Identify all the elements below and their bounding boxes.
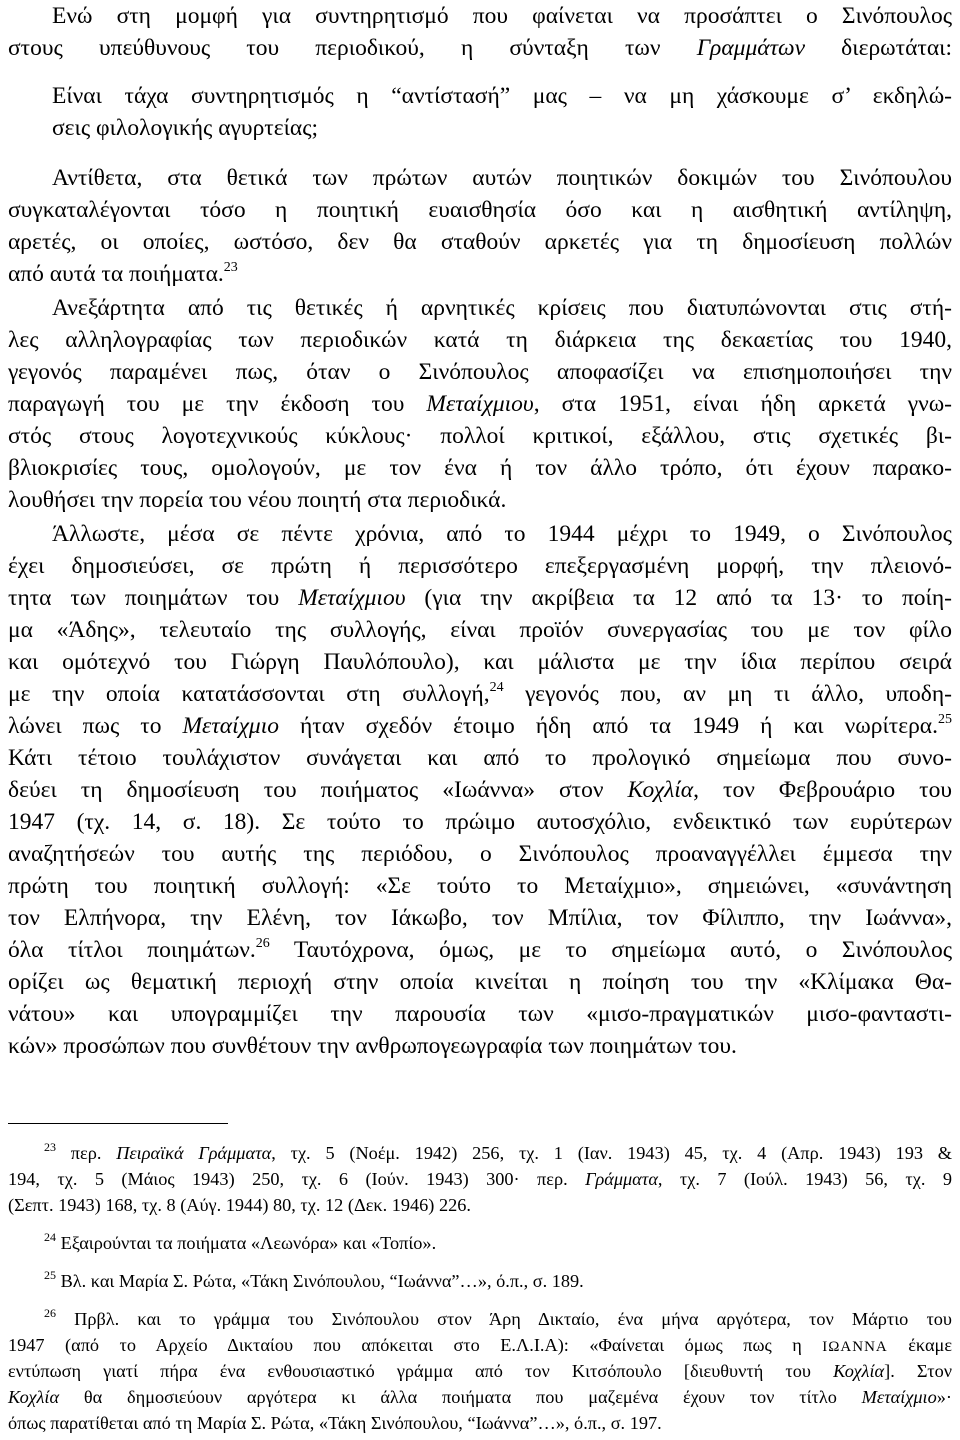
body-line [52, 162, 952, 194]
footnote-ref[interactable]: 26 [255, 936, 270, 951]
body-line [8, 420, 952, 452]
footnote-24 [44, 1230, 952, 1256]
text: 1947 (από το Αρχείο Δικταίου που απόκειται στο Ε.Λ.Ι.Α): «Φαίνεται όμως πως η [8, 1335, 823, 1355]
body-line [8, 806, 952, 838]
text: θα δημοσιεύουν αργότερα κι άλλα ποιήματα που μαζεμένα έχουν τον τίτλο [59, 1387, 862, 1407]
body-line [8, 966, 952, 998]
body-line [8, 614, 952, 646]
body-line [8, 742, 952, 774]
body-line [8, 902, 952, 934]
footnote-number: 26 [44, 1306, 56, 1320]
text: 194, τχ. 5 (Μάιος 1943) 250, τχ. 6 (Ιούν. 1943) 300· περ. [8, 1169, 586, 1189]
body-line [8, 356, 952, 388]
body-line [8, 998, 952, 1030]
text: γεγονός παραμένει πως, όταν ο Σινόπουλος αποφασίζει να επισημοποιήσει την [8, 359, 952, 385]
body-line [8, 388, 952, 420]
text: , τχ. 7 (Ιούλ. 1943) 56, τχ. 9 [657, 1169, 952, 1189]
text: στός στους λογοτεχνικούς κύκλους· πολλοί κριτικοί, εξάλλου, στις σχετικές βι- [8, 423, 952, 449]
journal-title: Γράμματα [585, 1169, 658, 1189]
footnote-number: 25 [44, 1268, 56, 1282]
text: τον Ελπήνορα, την Ελένη, τον Ιάκωβο, τον Μπίλια, τον Φίλιππο, την Ιωάννα», [8, 905, 952, 931]
journal-title: Γραμμάτων [696, 35, 806, 61]
footnote-number: 23 [44, 1140, 56, 1154]
text: νάτου» και υπογραμμίζει την παρουσία των «μισο-πραγματικών μισο-φανταστι- [8, 1001, 952, 1027]
text: λώνει πως το [8, 713, 183, 739]
text: έκαμε [887, 1335, 953, 1355]
text: , τχ. 5 (Νοέμ. 1942) 256, τχ. 1 (Ιαν. 1943) 45, τχ. 4 (Απρ. 1943) 193 & [271, 1143, 953, 1163]
text: , τον Φεβρουάριο του [693, 777, 952, 803]
text: Ταυτόχρονα, όμως, με το σημείωμα αυτό, ο Σινόπουλος [269, 937, 952, 963]
text: Εξαιρούνται τα ποιήματα «Λεωνόρα» και «Τοπίο». [56, 1233, 437, 1253]
quote-line [52, 112, 960, 144]
book-title: Μεταίχμιου [426, 391, 534, 417]
body-line [8, 194, 952, 226]
text: ορίζει ως θεματική περιοχή στην οποία κινείται η ποίηση του την «Κλίμακα Θα- [8, 969, 952, 995]
text: όπως παρατίθεται από τη Μαρία Σ. Ρώτα, «Τάκη Σινόπουλου, “Ιωάννα”…», ό.π., σ. 197. [8, 1413, 662, 1433]
journal-title: Κοχλία [627, 777, 694, 803]
footnote-ref[interactable]: 24 [489, 680, 504, 695]
text: Αντίθετα, στα θετικά των πρώτων αυτών ποιητικών δοκιμών του Σινόπουλου [52, 165, 952, 191]
body-line [8, 1030, 952, 1062]
footnote-number: 24 [44, 1230, 56, 1244]
text: αρετές, οι οποίες, ωστόσο, δεν θα σταθούν αρκετές για τη δημοσίευση πολλών [8, 229, 952, 255]
body-line [52, 518, 952, 550]
body-line [52, 292, 952, 324]
footnote-separator [8, 1123, 228, 1124]
text: λες αλληλογραφίας των περιοδικών κατά τη διάρκεια της δεκαετίας του 1940, [8, 327, 952, 353]
footnote-23-line [8, 1166, 952, 1192]
footnote-ref[interactable]: 23 [223, 260, 238, 275]
book-title: Μεταίχμιο [861, 1387, 937, 1407]
text: από αυτά τα ποιήματα. [8, 261, 224, 287]
text: στους υπεύθυνους του περιοδικού, η σύνταξη των [8, 35, 697, 61]
text: , στα 1951, είναι ήδη αρκετά γνω- [533, 391, 952, 417]
body-line [8, 870, 952, 902]
text: συγκαταλέγονται τόσο η ποιητική ευαισθησία όσο και η αισθητική αντίληψη, [8, 197, 952, 223]
footnote-26-line [8, 1332, 952, 1358]
text: (για την ακρίβεια τα 12 από τα 13· το ποίη- [405, 585, 952, 611]
text: γεγονός που, αν μη τι άλλο, υποδη- [503, 681, 952, 707]
body-line [8, 646, 952, 678]
footnote-26 [44, 1306, 952, 1332]
text: βλιοκρισίες τους, ομολογούν, με τον ένα ή τον άλλο τρόπο, ότι έχουν παρακο- [8, 455, 952, 481]
journal-title: Κοχλία [8, 1387, 60, 1407]
text: »· [936, 1387, 952, 1407]
text: (Σεπτ. 1943) 168, τχ. 8 (Αύγ. 1944) 80, τχ. 12 (Δεκ. 1946) 226. [8, 1195, 471, 1215]
body-line [52, 0, 952, 32]
text: 1947 (τχ. 14, σ. 18). Σε τούτο το πρώιμο αυτοσχόλιο, ενδεικτικό των ευρύτερων [8, 809, 952, 835]
text: και ομότεχνό του Γιώργη Παυλόπουλο), και μάλιστα με την ίδια περίπου σειρά [8, 649, 952, 675]
text: έχει δημοσιεύσει, σε πρώτη ή περισσότερο επεξεργασμένη μορφή, την πλειονό- [8, 553, 952, 579]
body-line [8, 452, 952, 484]
body-line [8, 934, 952, 966]
text: ]. Στον [884, 1361, 952, 1381]
text: Ενώ στη μομφή για συντηρητισμό που φαίνεται να προσάπτει ο Σινόπουλος [52, 3, 952, 29]
text: Κάτι τέτοιο τουλάχιστον συνάγεται και από το προλογικό σημείωμα που συνο- [8, 745, 952, 771]
body-line [8, 226, 952, 258]
body-line [8, 484, 952, 516]
text: αναζητήσεών του αυτής της περιόδου, ο Σινόπουλος προαναγγέλλει έμμεσα την [8, 841, 952, 867]
text: μα «Άδης», τελευταίο της συλλογής, είναι προϊόν συνεργασίας του με τον φίλο [8, 617, 952, 643]
book-title: Μεταίχμιου [298, 585, 406, 611]
text: λουθήσει την πορεία του νέου ποιητή στα περιοδικά. [8, 487, 507, 513]
text: παραγωγή του με την έκδοση του [8, 391, 427, 417]
journal-title: Κοχλία [833, 1361, 885, 1381]
poem-title: ΙΩΑΝΝΑ [822, 1339, 888, 1355]
text: κών» προσώπων που συνθέτουν την ανθρωπογεωγραφία των ποιημάτων του. [8, 1033, 737, 1059]
body-line [8, 678, 952, 710]
text: δεύει τη δημοσίευση του ποιήματος «Ιωάννα» στον [8, 777, 628, 803]
text: περ. [56, 1143, 117, 1163]
text: Ανεξάρτητα από τις θετικές ή αρνητικές κρίσεις που διατυπώνονται στις στή- [52, 295, 952, 321]
body-line [8, 838, 952, 870]
text: Βλ. και Μαρία Σ. Ρώτα, «Τάκη Σινόπουλου, “Ιωάννα”…», ό.π., σ. 189. [56, 1271, 584, 1291]
text: διερωτάται: [805, 35, 953, 61]
text: πρώτη του ποιητική συλλογή: «Σε τούτο το Μεταίχμιο», σημειώνει, «συνάντηση [8, 873, 952, 899]
footnote-26-line [8, 1358, 952, 1384]
text: Είναι τάχα συντηρητισμός η “αντίστασή” μας – να μη χάσκουμε σ’ εκδηλώ- [52, 83, 952, 109]
text: εντύπωση γιατί πήρα ένα ενθουσιαστικό γράμμα από τον Κιτσόπουλο [διευθυντή του [8, 1361, 834, 1381]
journal-title: Πειραϊκά Γράμματα [116, 1143, 272, 1163]
footnote-ref[interactable]: 25 [938, 712, 952, 727]
text: ήταν σχεδόν έτοιμο ήδη από τα 1949 ή και νωρίτερα. [279, 713, 938, 739]
body-line [8, 710, 952, 742]
body-line [8, 774, 952, 806]
text: σεις φιλολογικής αγυρτείας; [52, 115, 319, 141]
body-line [8, 32, 952, 64]
book-title: Μεταίχμιο [182, 713, 280, 739]
text: με την οποία κατατάσσονται στη συλλογή, [8, 681, 490, 707]
text: τητα των ποιημάτων του [8, 585, 299, 611]
text: Πρβλ. και το γράμμα του Σινόπουλου στον Άρη Δικταίο, ένα μήνα αργότερα, τον Μάρτιο του [56, 1309, 952, 1329]
text: όλα τίτλοι ποιημάτων. [8, 937, 256, 963]
body-line [8, 550, 952, 582]
footnote-25 [44, 1268, 952, 1294]
quote-line [52, 80, 952, 112]
body-line [8, 582, 952, 614]
footnote-26-line [8, 1410, 952, 1436]
text: Άλλωστε, μέσα σε πέντε χρόνια, από το 1944 μέχρι το 1949, ο Σινόπουλος [52, 521, 952, 547]
footnote-23-line [8, 1192, 952, 1218]
body-line [8, 324, 952, 356]
footnote-26-line [8, 1384, 952, 1410]
footnote-23 [44, 1140, 952, 1166]
body-line [8, 258, 952, 290]
